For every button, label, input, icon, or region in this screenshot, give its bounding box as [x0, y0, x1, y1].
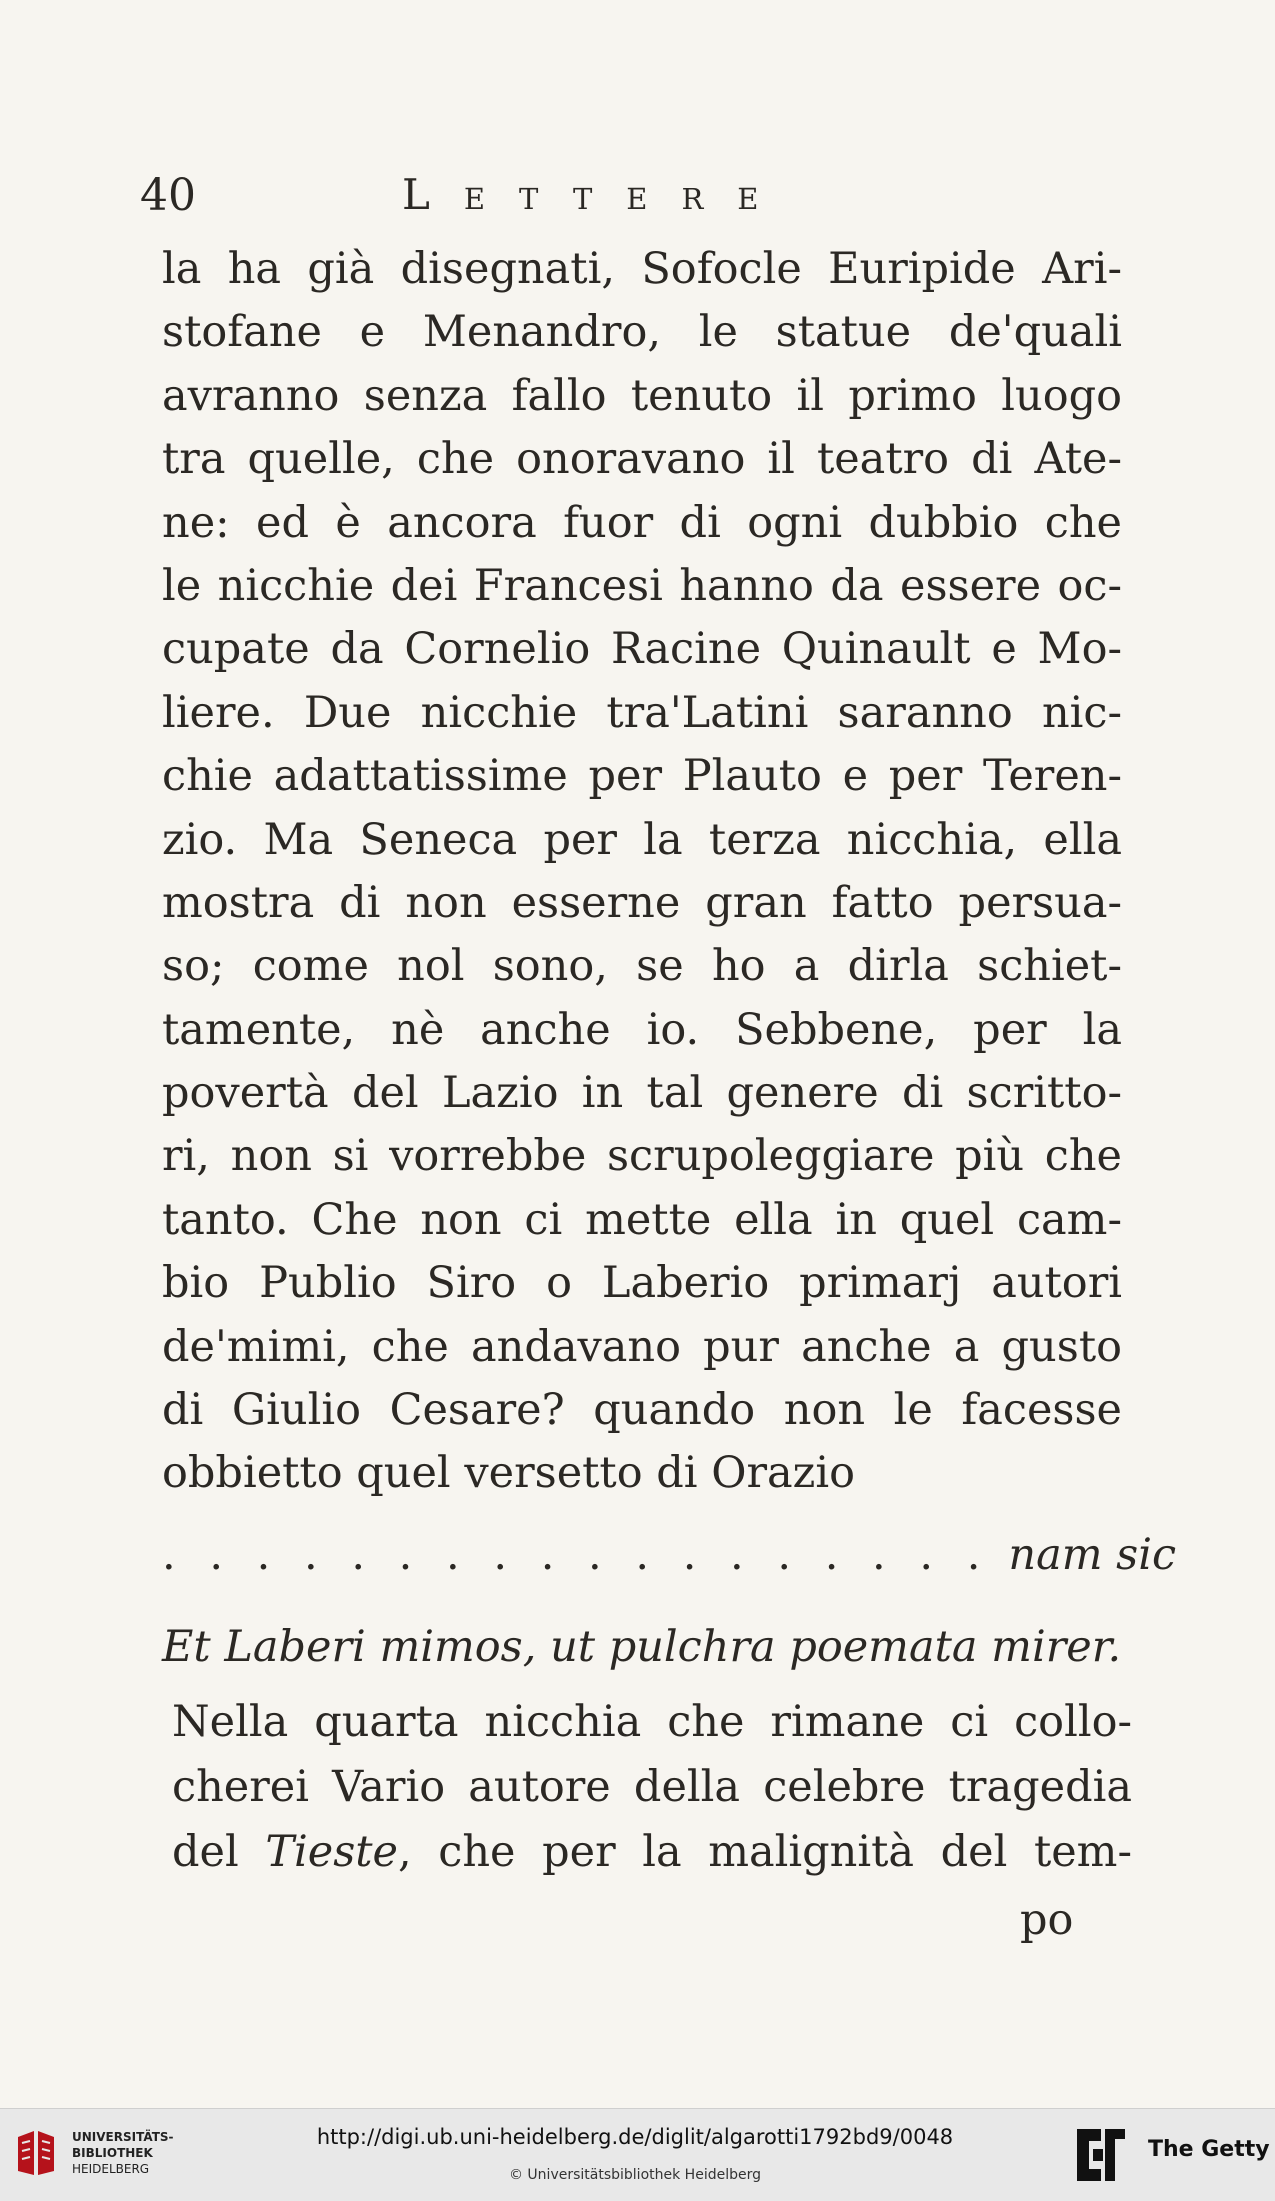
library-name-line-2: BIBLIOTHEK [72, 2146, 153, 2160]
text-line: cupate da Cornelio Racine Quinault e Mo- [162, 624, 1122, 675]
text-line: chie adattatissime per Plauto e per Teren- [162, 751, 1122, 802]
library-name-line-1: UNIVERSITÄTS- [72, 2130, 174, 2144]
university-library-logo-icon [14, 2127, 58, 2179]
getty-logo-icon [1073, 2125, 1129, 2185]
text-line: liere. Due nicchie tra'Latini saranno nic- [162, 687, 1122, 738]
permalink-url[interactable]: http://digi.ub.uni-heidelberg.de/diglit/algarotti1792bd9/0048 [316, 2125, 954, 2149]
text-line: mostra di non esserne gran fatto persua- [162, 877, 1122, 928]
text-line: bio Publio Siro o Laberio primarj autori [162, 1258, 1122, 1309]
verse-quote [162, 1520, 1177, 1682]
body-text [162, 238, 1122, 1506]
text-line: so; come nol sono, se ho a dirla schiet- [162, 941, 1122, 992]
text-line: le nicchie dei Francesi hanno da essere oc- [162, 560, 1122, 611]
page-header [140, 170, 1140, 240]
catchword: po [1020, 1895, 1074, 1945]
text-line: stofane e Menandro, le statue de'quali [162, 307, 1122, 358]
quote-line-1 [162, 1520, 1177, 1590]
quote-ellipsis: . . . . . . . . . . . . . . . . . . [162, 1530, 991, 1580]
viewer-footer [0, 2108, 1275, 2201]
text-line: zio. Ma Seneca per la terza nicchia, ella [162, 814, 1122, 865]
text-line: avranno senza fallo tenuto il primo luogo [162, 370, 1122, 421]
text-line [172, 1820, 1132, 1885]
running-title: Lettere [402, 170, 793, 219]
text-line: Nella quarta nicchia che rimane ci collo- [172, 1697, 1132, 1747]
text-line: di Giulio Cesare? quando non le facesse [162, 1385, 1122, 1436]
text-line: cherei Vario autore della celebre tragedia [172, 1762, 1132, 1812]
title-tieste: Tieste [265, 1827, 399, 1877]
text-line: obbietto quel versetto di Orazio [162, 1448, 855, 1499]
library-name [72, 2129, 174, 2177]
text-line: ne: ed è ancora fuor di ogni dubbio che [162, 497, 1122, 548]
copyright-notice: © Universitätsbibliothek Heidelberg [508, 2167, 761, 2183]
text-line: la ha già disegnati, Sofocle Euripide Ari- [162, 244, 1122, 294]
library-name-line-3: HEIDELBERG [72, 2162, 150, 2176]
text-line: tanto. Che non ci mette ella in quel cam- [162, 1194, 1122, 1245]
text-line: povertà del Lazio in tal genere di scritto- [162, 1068, 1122, 1119]
text-fragment: , che per la malignità del tem- [398, 1827, 1132, 1877]
text-line: tamente, nè anche io. Sebbene, per la [162, 1004, 1122, 1055]
text-fragment: del [172, 1827, 266, 1877]
body-text-continued [172, 1690, 1132, 1885]
quote-line-2: Et Laberi mimos, ut pulchra poemata mirer. [162, 1622, 1122, 1672]
text-line: ri, non si vorrebbe scrupoleggiare più che [162, 1131, 1122, 1182]
page-number: 40 [140, 170, 196, 221]
text-line: tra quelle, che onoravano il teatro di Ate- [162, 434, 1122, 485]
sponsor-name: The Getty [1148, 2137, 1270, 2162]
quote-line-1-text: nam sic [1008, 1530, 1177, 1580]
text-line: de'mimi, che andavano pur anche a gusto [162, 1321, 1122, 1372]
